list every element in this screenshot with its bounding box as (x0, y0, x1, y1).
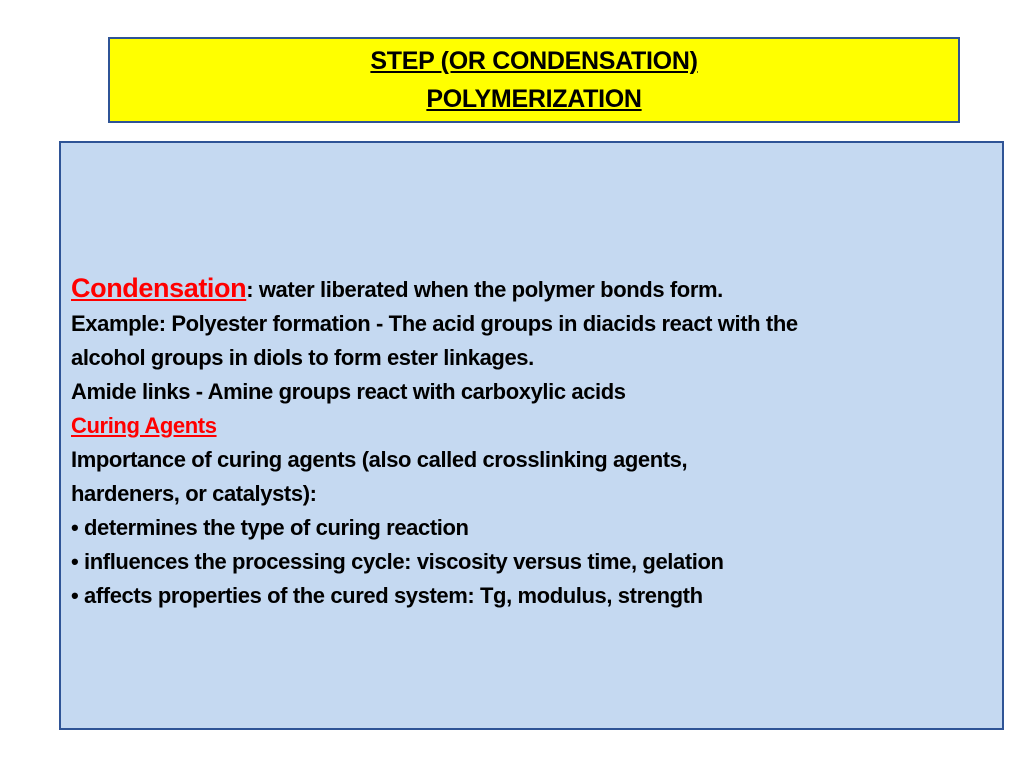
content-panel (59, 141, 1004, 730)
bullet-item: • affects properties of the cured system: Tg, modulus, strength (71, 583, 703, 608)
condensation-definition: : water liberated when the polymer bonds form. (246, 277, 723, 302)
curing-agents-heading (71, 409, 991, 443)
bullet-item: • influences the processing cycle: viscosity versus time, gelation (71, 549, 724, 574)
title-line-2: POLYMERIZATION (426, 85, 642, 113)
bullet-item: • determines the type of curing reaction (71, 515, 469, 540)
condensation-line (71, 269, 991, 307)
example-line-1: Example: Polyester formation - The acid groups in diacids react with the (71, 311, 798, 336)
body-text (71, 269, 991, 613)
amide-line: Amide links - Amine groups react with carboxylic acids (71, 379, 626, 404)
example-line-2: alcohol groups in diols to form ester linkages. (71, 345, 534, 370)
title-banner (108, 37, 960, 123)
title-line-1: STEP (OR CONDENSATION) (370, 47, 698, 75)
importance-line-1: Importance of curing agents (also called crosslinking agents, (71, 447, 688, 472)
curing-agents-term: Curing Agents (71, 413, 217, 438)
importance-line-2: hardeners, or catalysts): (71, 481, 317, 506)
condensation-term: Condensation (71, 273, 247, 303)
